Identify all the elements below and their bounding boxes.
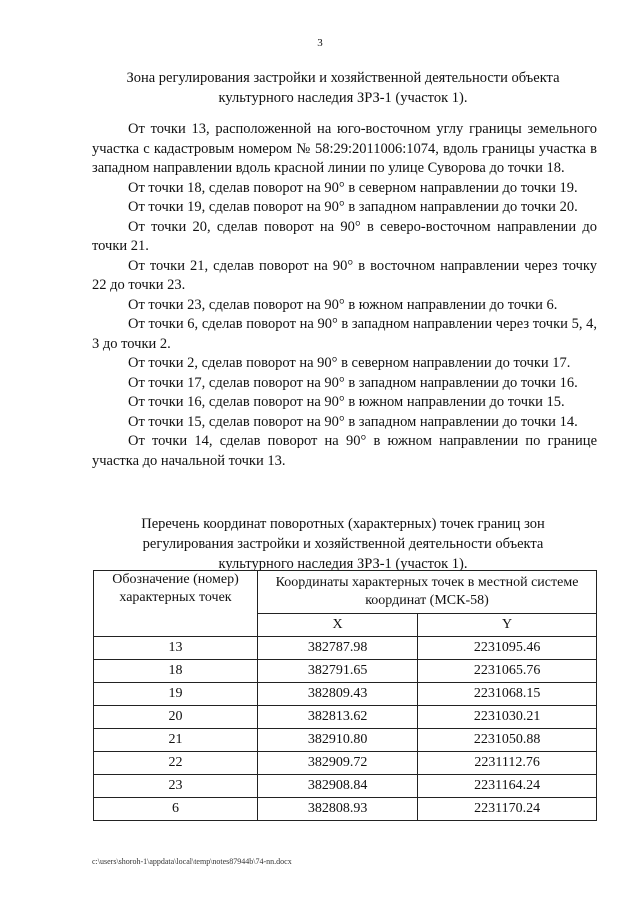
cell-x: 382908.84	[258, 775, 418, 798]
paragraph: От точки 18, сделав поворот на 90° в северном направлении до точки 19.	[128, 179, 578, 196]
cell-point: 18	[94, 660, 258, 683]
table-row	[94, 660, 597, 683]
title-line: регулирования застройки и хозяйственной деятельности объекта	[142, 536, 544, 552]
paragraph: От точки 16, сделав поворот на 90° в южном направлении до точки 15.	[128, 394, 565, 410]
cell-point: 20	[94, 706, 258, 729]
cell-point: 13	[94, 637, 258, 660]
cell-x: 382813.62	[258, 706, 418, 729]
paragraph: От точки 17, сделав поворот на 90° в западном направлении до точки 16.	[128, 374, 578, 391]
paragraph: От точки 6, сделав поворот на 90° в западном направлении через точки 5, 4, 3 до точки 2.	[92, 316, 597, 352]
cell-y: 2231095.46	[418, 637, 597, 660]
cell-point: 19	[94, 683, 258, 706]
table-row	[94, 752, 597, 775]
header-point-designation: Обозначение (номер) характерных точек	[94, 571, 258, 637]
cell-point: 6	[94, 798, 258, 821]
cell-y: 2231164.24	[418, 775, 597, 798]
page-number: 3	[317, 37, 323, 49]
header-coordinates: Координаты характерных точек в местной системе координат (МСК-58)	[258, 571, 597, 614]
paragraph: От точки 13, расположенной на юго-восточном углу границы земельного участка с кадастровым номером № 58:29:2011006:1074, вдоль границы участка в западном направлении вдоль красной линии по улице Суворова до точки 18.	[92, 121, 597, 176]
cell-point: 21	[94, 729, 258, 752]
cell-y: 2231170.24	[418, 798, 597, 821]
table-row	[94, 683, 597, 706]
table-row	[94, 706, 597, 729]
section-title-zone	[60, 68, 626, 108]
paragraph: От точки 2, сделав поворот на 90° в северном направлении до точки 17.	[128, 355, 571, 371]
table-row	[94, 637, 597, 660]
coordinates-table	[93, 570, 597, 821]
table-row	[94, 775, 597, 798]
boundary-description	[92, 120, 597, 471]
cell-y: 2231112.76	[418, 752, 597, 775]
paragraph: От точки 20, сделав поворот на 90° в северо-восточном направлении до точки 21.	[92, 218, 597, 254]
cell-y: 2231050.88	[418, 729, 597, 752]
cell-x: 382808.93	[258, 798, 418, 821]
cell-x: 382791.65	[258, 660, 418, 683]
cell-y: 2231068.15	[418, 683, 597, 706]
section-title-coordinates	[60, 514, 626, 574]
paragraph: От точки 14, сделав поворот на 90° в южном направлении по границе участка до начальной точки 13.	[92, 433, 597, 469]
cell-y: 2231065.76	[418, 660, 597, 683]
header-x: X	[258, 614, 418, 637]
title-line: Перечень координат поворотных (характерных) точек границ зон	[141, 516, 545, 532]
cell-x: 382809.43	[258, 683, 418, 706]
paragraph: От точки 21, сделав поворот на 90° в восточном направлении через точку 22 до точки 23.	[92, 257, 597, 293]
cell-y: 2231030.21	[418, 706, 597, 729]
title-line: Зона регулирования застройки и хозяйственной деятельности объекта	[126, 70, 560, 86]
paragraph: От точки 23, сделав поворот на 90° в южном направлении до точки 6.	[128, 296, 558, 313]
title-line: культурного наследия ЗРЗ-1 (участок 1).	[218, 556, 468, 572]
title-line: культурного наследия ЗРЗ-1 (участок 1).	[218, 90, 468, 106]
footer-file-path: c:\users\shoroh-1\appdata\local\temp\notes87944b\74-nn.docx	[92, 857, 292, 866]
paragraph: От точки 15, сделав поворот на 90° в западном направлении до точки 14.	[128, 413, 578, 430]
cell-point: 23	[94, 775, 258, 798]
cell-point: 22	[94, 752, 258, 775]
cell-x: 382909.72	[258, 752, 418, 775]
table-row	[94, 798, 597, 821]
cell-x: 382787.98	[258, 637, 418, 660]
table-row	[94, 729, 597, 752]
paragraph: От точки 19, сделав поворот на 90° в западном направлении до точки 20.	[128, 199, 578, 215]
header-y: Y	[418, 614, 597, 637]
cell-x: 382910.80	[258, 729, 418, 752]
